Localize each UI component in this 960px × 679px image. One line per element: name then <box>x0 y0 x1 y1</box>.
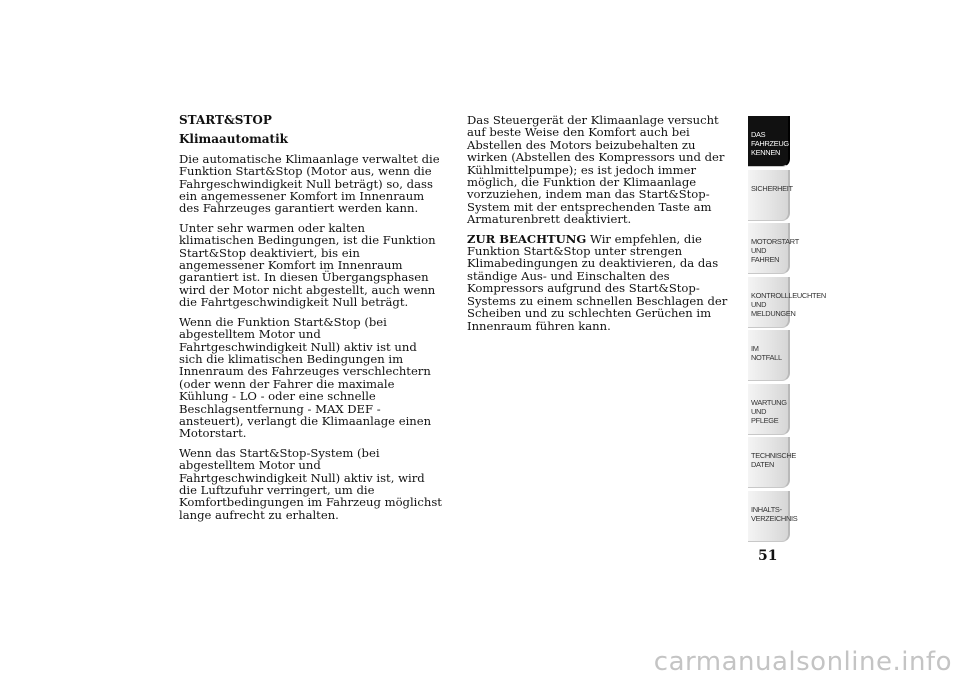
paragraph-3: Wenn die Funktion Start&Stop (bei abgestelltem Motor und Fahrtgeschwindigkeit Null) aktiv ist und sich die klimatischen Bedingungen im Innenraum des Fahrzeuges verschlechtern (oder wenn der Fahrer die maximale Kühlung - LO - oder eine schnelle Beschlagsentfernung - MAX DEF - ansteuert), verlangt die Klimaanlage einen Motorstart. <box>179 314 432 441</box>
tab-sicherheit[interactable] <box>748 170 793 221</box>
paragraph-1: Die automatische Klimaanlage verwaltet die Funktion Start&Stop (Motor aus, wenn die Fahrgeschwindigkeit Null beträgt) so, dass ein angemessener Komfort im Innenraum des Fahrzeuges garantiert werden kann. <box>179 151 440 216</box>
tab-label-line2: PFLEGE <box>751 415 779 425</box>
tab-label-line1: INHALTS- <box>751 504 782 514</box>
right-column <box>467 114 735 339</box>
watermark: carmanualsonline.info <box>653 647 952 677</box>
note-text: Wir empfehlen, die Funktion Start&Stop unter strengen Klimabedingungen zu deaktivieren, da das ständige Aus- und Einschalten des Kompressors aufgrund des Start&Stop-Systems zu einem schnellen Beschlagen der Scheiben und zu schlechten Gerüchen im Innenraum führen kann. <box>467 231 728 333</box>
tab-technische-daten[interactable] <box>748 437 797 488</box>
tab-label-line1: KONTROLLLEUCHTEN <box>751 290 826 300</box>
tab-label-line2: DATEN <box>751 460 774 469</box>
page-number: 51 <box>758 548 778 564</box>
tab-label-line2: UND MELDUNGEN <box>751 299 796 318</box>
paragraph-5: Das Steuergerät der Klimaanlage versucht auf beste Weise den Komfort auch bei Abstellen des Motors beizubehalten zu wirken (Abstellen des Kompressors und der Kühlmittelpumpe); es ist jedoch immer möglich, die Funktion der Klimaanlage vorzuziehen, indem man das Start&Stop-System mit der entsprechenden Taste am Armaturenbrett deaktiviert. <box>467 113 725 227</box>
section-title: START&STOP <box>179 113 272 127</box>
note-lead: ZUR BEACHTUNG <box>467 231 587 246</box>
left-column <box>179 114 443 528</box>
tab-label-line1: TECHNISCHE <box>751 451 797 460</box>
tab-kontrollleuchten[interactable] <box>748 277 826 328</box>
tab-das-fahrzeug-kennen[interactable] <box>748 116 790 167</box>
tab-wartung-und-pflege[interactable] <box>748 384 790 435</box>
note-paragraph <box>467 233 735 332</box>
tab-label-line2: VERZEICHNIS <box>751 513 798 523</box>
tab-label-line1: DAS FAHRZEUG <box>751 130 789 148</box>
paragraph-2: Unter sehr warmen oder kalten klimatischen Bedingungen, ist die Funktion Start&Stop deaktiviert, bis ein angemessener Komfort im Innenraum garantiert ist. In diesen Übergangsphasen wird der Motor nicht abgestellt, auch wenn die Fahrtgeschwindigkeit Null beträgt. <box>179 220 436 310</box>
tab-inhaltsverzeichnis[interactable] <box>748 491 798 542</box>
chapter-tabs <box>748 116 826 544</box>
tab-label-line1: IM NOTFALL <box>751 344 782 362</box>
tab-label-line1: SICHERHEIT <box>751 183 793 193</box>
subsection-title: Klimaautomatik <box>179 132 288 147</box>
tab-im-notfall[interactable] <box>748 330 790 381</box>
tab-label-line2: FAHREN <box>751 255 780 264</box>
tab-label-line2: KENNEN <box>751 148 781 157</box>
tab-label-line1: MOTORSTART UND <box>751 237 799 255</box>
tab-label-line1: WARTUNG UND <box>751 397 787 416</box>
paragraph-4: Wenn das Start&Stop-System (bei abgestelltem Motor und Fahrtgeschwindigkeit Null) aktiv ist, wird die Luftzufuhr verringert, um die Komfortbedingungen im Fahrzeug möglichst lange aufrecht zu erhalten. <box>179 445 442 522</box>
tab-motorstart-und-fahren[interactable] <box>748 223 799 274</box>
